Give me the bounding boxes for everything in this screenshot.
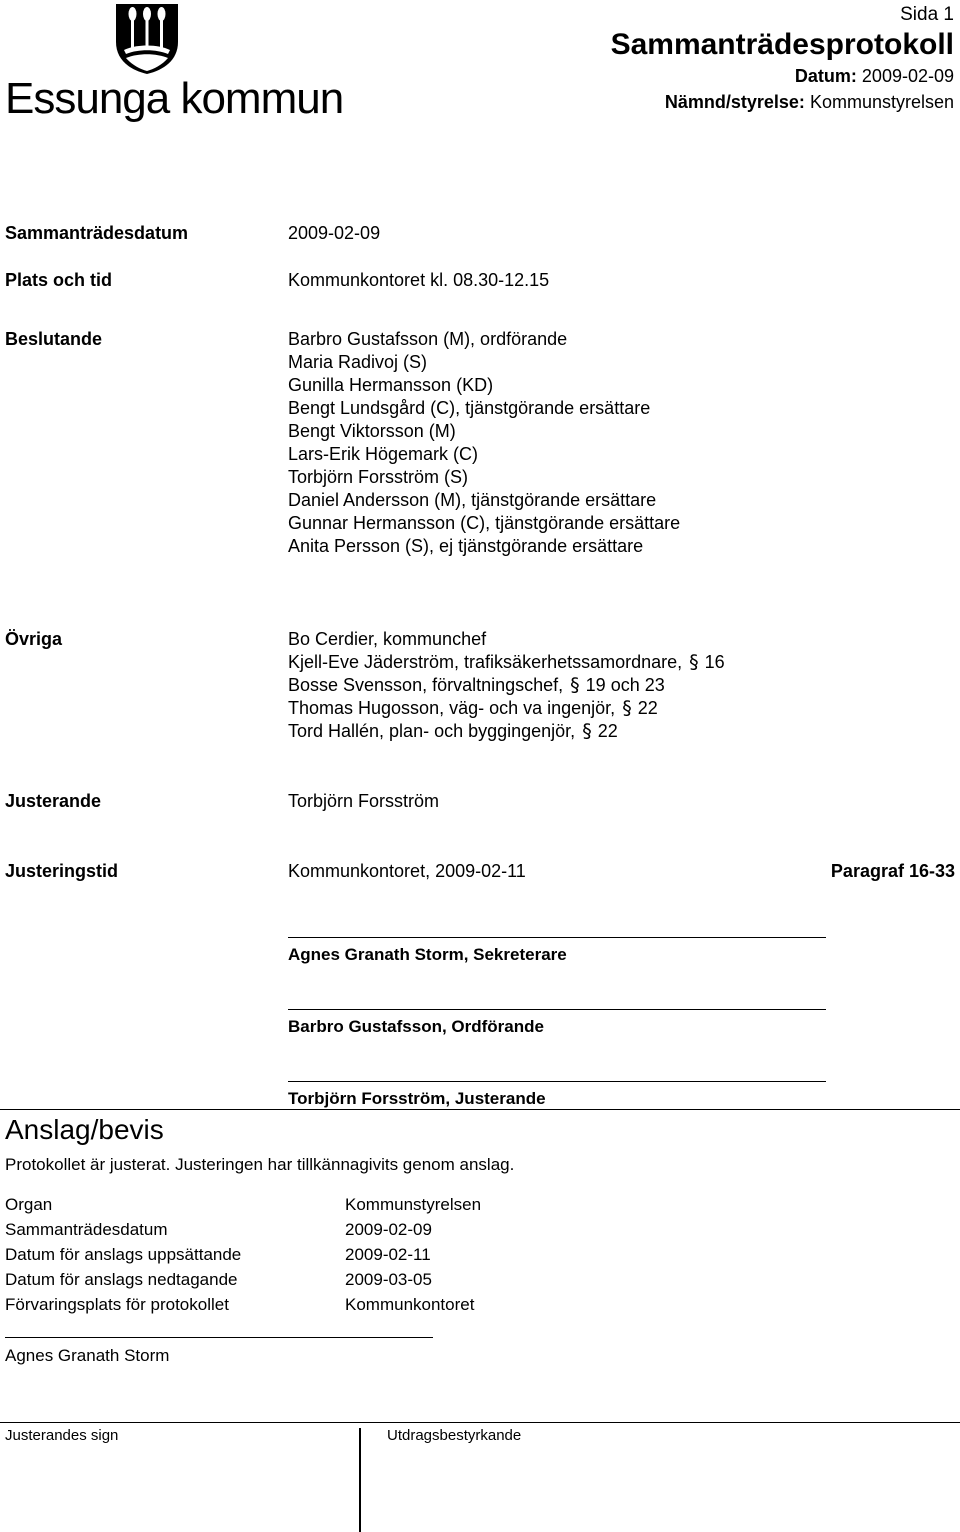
others-ref: 22 <box>597 721 618 741</box>
paragraph-symbol: § <box>622 697 632 719</box>
header-board-value: Kommunstyrelsen <box>809 92 954 112</box>
paragraph-symbol: § <box>582 720 592 742</box>
others-text: Thomas Hugosson, väg- och va ingenjör, <box>288 698 616 718</box>
others-ref: 16 <box>704 652 725 672</box>
others-text: Bo Cerdier, kommunchef <box>288 629 487 649</box>
decision-member: Bengt Viktorsson (M) <box>288 421 456 441</box>
signature-adjuster: Torbjörn Forsström, Justerande <box>288 1089 546 1108</box>
signature-line <box>288 1009 826 1010</box>
others-ref: 22 <box>637 698 658 718</box>
paragraph-range: Paragraf 16-33 <box>830 861 955 881</box>
adjust-time-label: Justeringstid <box>5 861 119 881</box>
signer-line <box>5 1337 433 1338</box>
paragraph-symbol: § <box>570 674 580 696</box>
page-number: Sida 1 <box>900 4 954 25</box>
others-item <box>288 720 725 743</box>
decision-member: Torbjörn Forsström (S) <box>288 467 469 487</box>
footer-separator <box>359 1428 361 1532</box>
notice-row-label: Sammanträdesdatum <box>5 1220 168 1239</box>
decision-label: Beslutande <box>5 329 103 349</box>
signature-secretary: Agnes Granath Storm, Sekreterare <box>288 945 567 964</box>
decision-member: Barbro Gustafsson (M), ordförande <box>288 329 568 349</box>
decision-member: Bengt Lundsgård (C), tjänstgörande ersättare <box>288 398 651 418</box>
others-item <box>288 628 725 651</box>
coat-of-arms-icon <box>114 2 180 76</box>
header-date-value: 2009-02-09 <box>861 66 954 86</box>
others-label: Övriga <box>5 629 63 649</box>
header-date-label: Datum: <box>794 66 857 86</box>
decision-member: Gunnar Hermansson (C), tjänstgörande ersättare <box>288 513 681 533</box>
signature-chair: Barbro Gustafsson, Ordförande <box>288 1017 544 1036</box>
others-list <box>288 628 725 743</box>
notice-row-label: Datum för anslags uppsättande <box>5 1245 242 1264</box>
others-item <box>288 674 725 697</box>
place-value: Kommunkontoret kl. 08.30-12.15 <box>288 270 550 290</box>
meeting-date-value: 2009-02-09 <box>288 223 381 243</box>
others-item <box>288 651 725 674</box>
footer-divider <box>0 1422 960 1423</box>
document-title: Sammanträdesprotokoll <box>610 28 954 61</box>
notice-row-label: Organ <box>5 1195 53 1214</box>
decision-member: Anita Persson (S), ej tjänstgörande ersättare <box>288 536 644 556</box>
signature-line <box>288 1081 826 1082</box>
paragraph-symbol: § <box>689 651 699 673</box>
place-label: Plats och tid <box>5 270 113 290</box>
others-item <box>288 697 725 720</box>
decision-member: Daniel Andersson (M), tjänstgörande ersättare <box>288 490 657 510</box>
notice-statement: Protokollet är justerat. Justeringen har tillkännagivits genom anslag. <box>5 1155 515 1174</box>
notice-row-label: Förvaringsplats för protokollet <box>5 1295 229 1314</box>
header-date <box>795 66 954 87</box>
notice-signer: Agnes Granath Storm <box>5 1346 170 1365</box>
footer-left-label: Justerandes sign <box>5 1427 119 1444</box>
municipality-name: Essunga kommun <box>5 74 344 123</box>
adjust-time-value: Kommunkontoret, 2009-02-11 <box>288 861 526 881</box>
others-text: Tord Hallén, plan- och byggingenjör, <box>288 721 576 741</box>
adjuster-label: Justerande <box>5 791 102 811</box>
others-text: Bosse Svensson, förvaltningschef, <box>288 675 564 695</box>
adjuster-value: Torbjörn Forsström <box>288 791 440 811</box>
notice-heading: Anslag/bevis <box>5 1114 164 1145</box>
notice-row-value: 2009-02-09 <box>345 1220 432 1239</box>
notice-row-value: Kommunkontoret <box>345 1295 475 1314</box>
section-divider <box>0 1109 960 1110</box>
decision-member: Lars-Erik Högemark (C) <box>288 444 479 464</box>
decision-member: Maria Radivoj (S) <box>288 352 428 372</box>
others-ref: 19 och 23 <box>585 675 665 695</box>
others-text: Kjell-Eve Jäderström, trafiksäkerhetssamordnare, <box>288 652 683 672</box>
notice-row-value: 2009-03-05 <box>345 1270 432 1289</box>
notice-row-value: Kommunstyrelsen <box>345 1195 482 1214</box>
meeting-date-label: Sammanträdesdatum <box>5 223 189 243</box>
decision-members-list <box>288 328 680 558</box>
notice-row-value: 2009-02-11 <box>345 1245 431 1264</box>
notice-row-label: Datum för anslags nedtagande <box>5 1270 238 1289</box>
signature-line <box>288 937 826 938</box>
decision-member: Gunilla Hermansson (KD) <box>288 375 494 395</box>
header-board-label: Nämnd/styrelse: <box>664 92 805 112</box>
header-board <box>665 92 954 113</box>
footer-right-label: Utdragsbestyrkande <box>387 1427 522 1444</box>
